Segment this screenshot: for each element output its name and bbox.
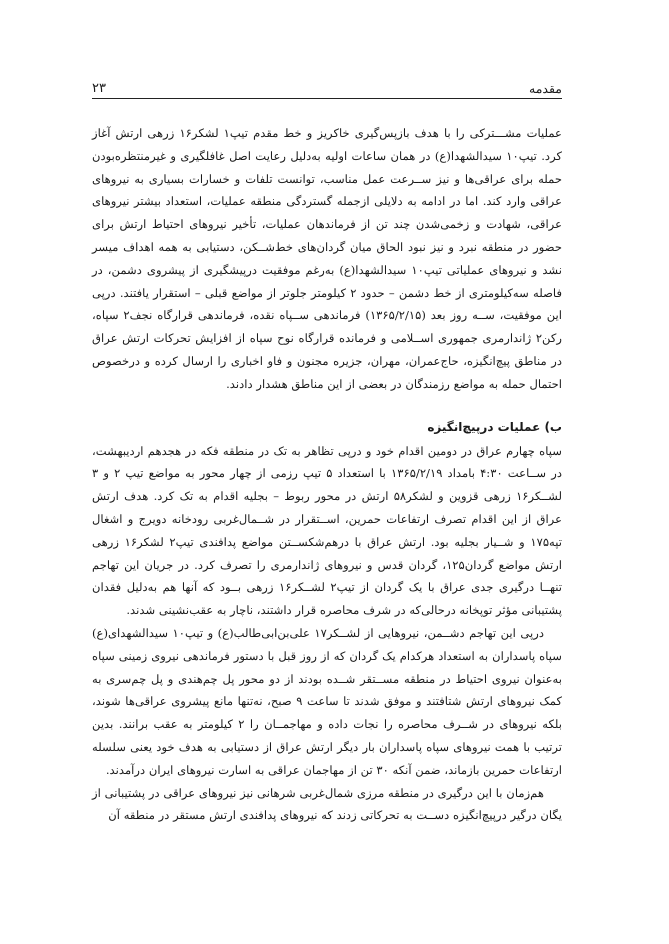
page-number: ۲۳ (92, 81, 106, 96)
section-paragraph-2: درپی این تهاجم دشــمن، نیروهایی از لشــکر۱۷ علی‌بن‌ابی‌طالب(ع) و تیپ۱۰ سیدالشهدای(ع) سپاه پاسداران به استعداد هرکدام یک گردان که از روز قبل با دستور فرماندهی نیروی زمینی سپاه به‌عنوان نیروی احتیاط در منطقه مســتقر شــده بودند از دو محور پل چم‌هندی و پل چم‌سری به کمک نیروهای ارتش شتافتند و موفق شدند تا ساعت ۹ صبح، نه‌تنها مانع پیشروی عراقی‌ها شوند، بلکه نیروهای در شــرف محاصره را نجات داده و مهاجمــان را ۲ کیلومتر به عقب برانند. بدین ترتیب با همت نیروهای سپاه پاسداران بار دیگر ارتش عراق از دستیابی به هدف خود یعنی سلسله ارتفاعات حمرین بازماند، ضمن آنکه ۳۰ تن از مهاجمان عراقی به اسارت نیروهای ایران درآمدند. (92, 625, 562, 777)
running-header-title: مقدمه (529, 81, 562, 96)
header-rule (92, 98, 562, 99)
page-header (92, 74, 562, 96)
page-body (92, 122, 562, 827)
body-paragraph-1: عملیات مشـــترکی را با هدف بازپس‌گیری خاکریز و خط مقدم تیپ۱ لشکر۱۶ زرهی ارتش آغاز کرد. تیپ۱۰ سیدالشهدا(ع) در همان ساعات اولیه به‌دلیل رعایت اصل غافلگیری و غیرمنتظره‌بودن حمله برای عراقی‌ها و نیز ســرعت عمل مناسب، توانست تلفات و خسارات بسیاری به نیروهای عراقی وارد کند. اما در ادامه به دلایلی ازجمله گستردگی منطقه عملیات، استعداد بیشتر نیروهای عراقی، شهادت و زخمی‌شدن چند تن از فرماندهان عملیات، تأخیر نیروهای احتیاط ارتش برای حضور در منطقه نبرد و نیز نبود الحاق میان گردان‌های خط‌شــکن، دستیابی به همه اهداف میسر نشد و نیروهای عملیاتی تیپ۱۰ سیدالشهدا(ع) به‌رغم موفقیت درپیشگیری از پیشروی دشمن، در فاصله سه‌کیلومتری از خط دشمن – حدود ۲ کیلومتر جلوتر از مواضع قبلی – استقرار یافتند. درپی این موفقیت، ســه روز بعد (۱۳۶۵/۲/۱۵) فرماندهی ســپاه نقده، فرماندهی قرارگاه نجف۲ سپاه، رکن۲ ژاندارمری جمهوری اســلامی و فرمانده قرارگاه نوح سپاه از افزایش تحرکات ارتش عراق در مناطق پیچ‌انگیزه، حاج‌عمران، مهران، جزیره مجنون و فاو اخباری را ارسال کرده و درخصوص احتمال حمله به مواضع رزمندگان در بعضی از این مناطق هشدار دادند. (92, 126, 562, 391)
section-heading: ب) عملیات درپیچ‌انگیزه (427, 419, 562, 434)
section-paragraph-1: سپاه چهارم عراق در دومین اقدام خود و درپی تظاهر به تک در منطقه فکه در هجدهم اردیبهشت، در ســاعت ۴:۳۰ بامداد ۱۳۶۵/۲/۱۹ با استعداد ۵ تیپ رزمی از چهار محور به مواضع تیپ ۲ و ۳ لشــکر۱۶ زرهی قزوین و لشکر۵۸ ارتش در محور ربوط – بجلیه اقدام به تک کرد. هدف ارتش عراق از این اقدام تصرف ارتفاعات حمرین، اســتقرار در شــمال‌غربی رودخانه دویرج و اشغال تپه۱۷۵ و شــیار بجلیه بود. ارتش عراق با درهم‌شکســتن مواضع پدافندی تیپ۲ لشکر۱۶ زرهی ارتش مواضع گردان۱۲۵، گردان قدس و نیروهای ژاندارمری را تصرف کرد. در جریان این تهاجم تنهــا درگیری جدی عراق با یک گردان از تیپ۲ لشــکر۱۶ زرهی بــود که آنها هم به‌دلیل فقدان پشتیبانی مؤثر توپخانه درحالی‌که در شرف محاصره قرار داشتند، ناچار به عقب‌نشینی شدند. (92, 443, 563, 618)
section-paragraph-3: هم‌زمان با این درگیری در منطقه مرزی شمال‌غربی شرهانی نیز نیروهای عراقی در پشتیبانی از یگان درگیر درپیچ‌انگیزه دســت به تحرکاتی زدند که نیروهای پدافندی ارتش مستقر در منطقه آن (92, 785, 562, 823)
